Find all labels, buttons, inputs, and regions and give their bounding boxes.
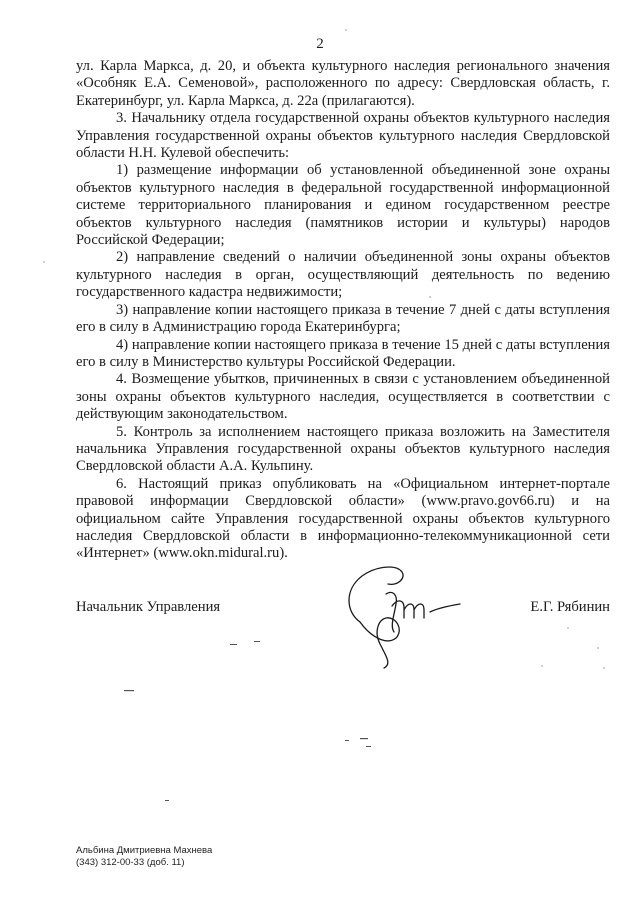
- executor-info: [76, 845, 212, 868]
- paragraph-item-5: 5. Контроль за исполнением настоящего приказа возложить на Заместителя начальника Управления государственной охраны объектов культурного наследия Свердловской области А.А. Кульпину.: [76, 423, 610, 475]
- signer-name: Е.Г. Рябинин: [530, 599, 610, 615]
- paragraph-subitem-2: 2) направление сведений о наличии объединенной зоны охраны объектов культурного наследия в орган, осуществляющий деятельность по ведению государственного кадастра недвижимости;: [76, 249, 610, 301]
- paragraph-subitem-4: 4) направление копии настоящего приказа в течение 15 дней с даты вступления его в силу в Министерство культуры Российской Федерации.: [76, 336, 610, 370]
- executor-name: Альбина Дмитриевна Махнева: [76, 845, 213, 856]
- paragraph-item-6: 6. Настоящий приказ опубликовать на «Официальном интернет-портале правовой информации Свердловской области» (www.pravo.gov66.ru) и на официальном сайте Управления государственной охраны объектов культурного наследия Свердловской области в информационно-телекоммуникационной сети «Интернет» (www.okn.midural.ru).: [76, 475, 610, 562]
- signer-position: Начальник Управления: [76, 599, 221, 615]
- page-number: 2: [316, 36, 324, 52]
- paragraph-address-continuation: ул. Карла Маркса, д. 20, и объекта культурного наследия регионального значения «Особняк Е.А. Семеновой», расположенного по адресу: Свердловская область, г. Екатеринбург, ул. Карла Маркса, д. 22а (прилагаются).: [76, 58, 610, 109]
- executor-phone: (343) 312-00-33 (доб. 11): [76, 856, 185, 868]
- paragraph-item-3: 3. Начальнику отдела государственной охраны объектов культурного наследия Управления государственной охраны объектов культурного наследия Свердловской области Н.Н. Кулевой обеспечить:: [76, 110, 610, 162]
- paragraph-item-4: 4. Возмещение убытков, причиненных в связи с установлением объединенной зоны охраны объектов культурного наследия, осуществляется в соответствии с действующим законодательством.: [76, 371, 610, 423]
- paragraph-subitem-3: 3) направление копии настоящего приказа в течение 7 дней с даты вступления его в силу в Администрацию города Екатеринбурга;: [76, 301, 610, 336]
- paragraph-subitem-1: 1) размещение информации об установленной объединенной зоне охраны объектов культурного наследия в федеральной государственной информационной системе территориального планирования и едином государственном реестре объектов культурного наследия (памятников истории и культуры) народов Российской Федерации;: [76, 162, 610, 249]
